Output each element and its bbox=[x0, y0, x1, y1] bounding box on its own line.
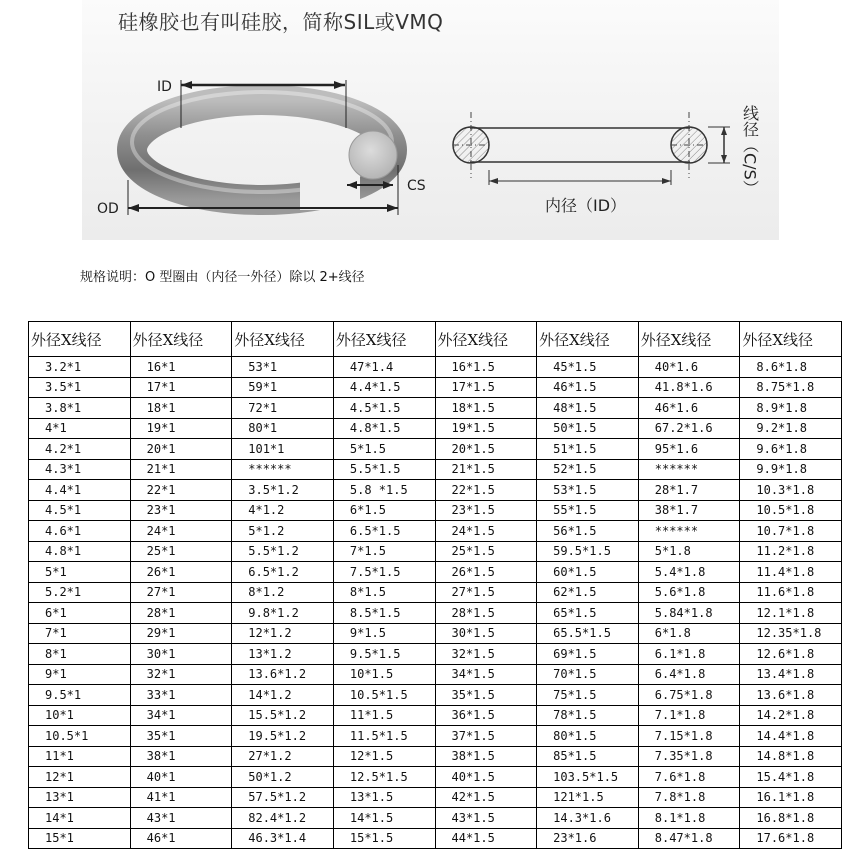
id-label: ID bbox=[157, 79, 172, 95]
table-cell: 16*1.5 bbox=[435, 357, 537, 378]
column-header: 外径X线径 bbox=[333, 322, 435, 357]
table-cell: 13.6*1.8 bbox=[740, 685, 842, 706]
table-cell: 3.5*1 bbox=[29, 377, 131, 398]
table-cell: 7.8*1.8 bbox=[638, 787, 740, 808]
table-cell: 53*1 bbox=[232, 357, 334, 378]
table-cell: 17*1 bbox=[130, 377, 232, 398]
column-header: 外径X线径 bbox=[638, 322, 740, 357]
table-row bbox=[29, 685, 842, 706]
table-cell: 12.1*1.8 bbox=[740, 603, 842, 624]
table-cell: 4.8*1 bbox=[29, 541, 131, 562]
table-cell: 13*1.5 bbox=[333, 787, 435, 808]
table-cell: 23*1.6 bbox=[537, 828, 639, 849]
column-header: 外径X线径 bbox=[740, 322, 842, 357]
table-cell: 10*1 bbox=[29, 705, 131, 726]
table-cell: 28*1.7 bbox=[638, 480, 740, 501]
table-cell: 12*1.5 bbox=[333, 746, 435, 767]
table-header-row bbox=[29, 322, 842, 357]
table-cell: 51*1.5 bbox=[537, 439, 639, 460]
table-row bbox=[29, 459, 842, 480]
table-cell: 46*1.6 bbox=[638, 398, 740, 419]
table-cell: 4.5*1 bbox=[29, 500, 131, 521]
table-row bbox=[29, 582, 842, 603]
table-cell: 47*1.4 bbox=[333, 357, 435, 378]
table-row bbox=[29, 500, 842, 521]
od-label: OD bbox=[97, 201, 119, 217]
table-cell: 5.5*1.2 bbox=[232, 541, 334, 562]
table-cell: 5*1.5 bbox=[333, 439, 435, 460]
table-cell: 7*1.5 bbox=[333, 541, 435, 562]
table-row bbox=[29, 357, 842, 378]
table-cell: 5.4*1.8 bbox=[638, 562, 740, 583]
table-cell: 5.2*1 bbox=[29, 582, 131, 603]
table-cell: 8.9*1.8 bbox=[740, 398, 842, 419]
table-cell: 38*1 bbox=[130, 746, 232, 767]
table-cell: 24*1.5 bbox=[435, 521, 537, 542]
table-cell: 72*1 bbox=[232, 398, 334, 419]
table-cell: 5.6*1.8 bbox=[638, 582, 740, 603]
table-cell: 12*1 bbox=[29, 767, 131, 788]
table-cell: 10*1.5 bbox=[333, 664, 435, 685]
table-cell: 59.5*1.5 bbox=[537, 541, 639, 562]
table-cell: 38*1.7 bbox=[638, 500, 740, 521]
column-header: 外径X线径 bbox=[435, 322, 537, 357]
hero-title: 硅橡胶也有叫硅胶，简称SIL或VMQ bbox=[118, 10, 444, 34]
table-cell: 15.5*1.2 bbox=[232, 705, 334, 726]
table-cell: 13*1 bbox=[29, 787, 131, 808]
table-cell: 10.5*1.8 bbox=[740, 500, 842, 521]
table-cell: 82.4*1.2 bbox=[232, 808, 334, 829]
table-cell: 11.4*1.8 bbox=[740, 562, 842, 583]
table-cell: 15.4*1.8 bbox=[740, 767, 842, 788]
table-cell: 46*1.5 bbox=[537, 377, 639, 398]
table-cell: 4.4*1.5 bbox=[333, 377, 435, 398]
table-cell: 27*1 bbox=[130, 582, 232, 603]
table-cell: 8*1.5 bbox=[333, 582, 435, 603]
table-cell: 4.3*1 bbox=[29, 459, 131, 480]
table-cell: 23*1.5 bbox=[435, 500, 537, 521]
table-cell: 3.2*1 bbox=[29, 357, 131, 378]
table-cell: 15*1.5 bbox=[333, 828, 435, 849]
table-cell: 10.5*1.5 bbox=[333, 685, 435, 706]
column-header: 外径X线径 bbox=[537, 322, 639, 357]
table-cell: 95*1.6 bbox=[638, 439, 740, 460]
table-cell: 70*1.5 bbox=[537, 664, 639, 685]
table-cell: 101*1 bbox=[232, 439, 334, 460]
table-cell: 6.5*1.2 bbox=[232, 562, 334, 583]
table-cell: 20*1.5 bbox=[435, 439, 537, 460]
table-cell: 12.6*1.8 bbox=[740, 644, 842, 665]
table-cell: 4*1.2 bbox=[232, 500, 334, 521]
table-cell: 22*1.5 bbox=[435, 480, 537, 501]
wire-diameter-label: 线径（C/S） bbox=[740, 105, 760, 196]
table-row bbox=[29, 562, 842, 583]
table-cell: 11*1.5 bbox=[333, 705, 435, 726]
table-cell: 9*1 bbox=[29, 664, 131, 685]
table-cell: 34*1 bbox=[130, 705, 232, 726]
table-cell: 4.8*1.5 bbox=[333, 418, 435, 439]
table-row bbox=[29, 398, 842, 419]
table-cell: 20*1 bbox=[130, 439, 232, 460]
table-cell: 85*1.5 bbox=[537, 746, 639, 767]
table-row bbox=[29, 787, 842, 808]
table-row bbox=[29, 623, 842, 644]
table-cell: 11*1 bbox=[29, 746, 131, 767]
table-cell: 11.6*1.8 bbox=[740, 582, 842, 603]
table-row bbox=[29, 439, 842, 460]
table-row bbox=[29, 644, 842, 665]
table-cell: 26*1 bbox=[130, 562, 232, 583]
table-cell: 40*1 bbox=[130, 767, 232, 788]
table-cell: 40*1.5 bbox=[435, 767, 537, 788]
table-cell: 7*1 bbox=[29, 623, 131, 644]
table-row bbox=[29, 746, 842, 767]
table-cell: 9.8*1.2 bbox=[232, 603, 334, 624]
oring-diagram bbox=[0, 0, 866, 250]
table-cell: 55*1.5 bbox=[537, 500, 639, 521]
table-cell: 43*1 bbox=[130, 808, 232, 829]
table-cell: 8*1.2 bbox=[232, 582, 334, 603]
table-cell: 78*1.5 bbox=[537, 705, 639, 726]
spec-description: 规格说明：O 型圈由（内径一外径）除以 2+线径 bbox=[80, 270, 365, 285]
table-cell: 24*1 bbox=[130, 521, 232, 542]
table-cell: 13.4*1.8 bbox=[740, 664, 842, 685]
table-cell: 5.5*1.5 bbox=[333, 459, 435, 480]
table-cell: 46*1 bbox=[130, 828, 232, 849]
table-cell: 30*1.5 bbox=[435, 623, 537, 644]
table-cell: 33*1 bbox=[130, 685, 232, 706]
table-cell: 8.47*1.8 bbox=[638, 828, 740, 849]
table-cell: 17*1.5 bbox=[435, 377, 537, 398]
table-cell: 4.6*1 bbox=[29, 521, 131, 542]
table-cell: 4.2*1 bbox=[29, 439, 131, 460]
table-cell: 16.1*1.8 bbox=[740, 787, 842, 808]
table-cell: 30*1 bbox=[130, 644, 232, 665]
table-cell: 38*1.5 bbox=[435, 746, 537, 767]
table-row bbox=[29, 480, 842, 501]
table-cell: 50*1.5 bbox=[537, 418, 639, 439]
table-cell: 40*1.6 bbox=[638, 357, 740, 378]
table-row bbox=[29, 808, 842, 829]
table-cell: 4.4*1 bbox=[29, 480, 131, 501]
table-cell: 12.35*1.8 bbox=[740, 623, 842, 644]
table-cell: 14.8*1.8 bbox=[740, 746, 842, 767]
table-cell: 7.35*1.8 bbox=[638, 746, 740, 767]
column-header: 外径X线径 bbox=[29, 322, 131, 357]
table-cell: 8.75*1.8 bbox=[740, 377, 842, 398]
table-cell: 21*1 bbox=[130, 459, 232, 480]
table-cell: 50*1.2 bbox=[232, 767, 334, 788]
table-cell: ****** bbox=[232, 459, 334, 480]
table-cell: 56*1.5 bbox=[537, 521, 639, 542]
table-cell: 7.15*1.8 bbox=[638, 726, 740, 747]
table-cell: 4.5*1.5 bbox=[333, 398, 435, 419]
table-cell: 48*1.5 bbox=[537, 398, 639, 419]
table-row bbox=[29, 541, 842, 562]
table-cell: 8.1*1.8 bbox=[638, 808, 740, 829]
table-cell: 13*1.2 bbox=[232, 644, 334, 665]
table-cell: 103.5*1.5 bbox=[537, 767, 639, 788]
table-cell: 9.2*1.8 bbox=[740, 418, 842, 439]
table-cell: 59*1 bbox=[232, 377, 334, 398]
table-cell: 67.2*1.6 bbox=[638, 418, 740, 439]
table-row bbox=[29, 418, 842, 439]
table-cell: 36*1.5 bbox=[435, 705, 537, 726]
table-cell: ****** bbox=[638, 459, 740, 480]
table-cell: 28*1.5 bbox=[435, 603, 537, 624]
table-cell: 5*1.2 bbox=[232, 521, 334, 542]
table-cell: 6*1.5 bbox=[333, 500, 435, 521]
table-cell: 22*1 bbox=[130, 480, 232, 501]
table-cell: 9*1.5 bbox=[333, 623, 435, 644]
table-cell: 26*1.5 bbox=[435, 562, 537, 583]
table-cell: 10.3*1.8 bbox=[740, 480, 842, 501]
table-cell: 10.7*1.8 bbox=[740, 521, 842, 542]
table-cell: 9.5*1.5 bbox=[333, 644, 435, 665]
table-cell: 69*1.5 bbox=[537, 644, 639, 665]
table-cell: 5.84*1.8 bbox=[638, 603, 740, 624]
table-cell: 3.5*1.2 bbox=[232, 480, 334, 501]
table-cell: 53*1.5 bbox=[537, 480, 639, 501]
table-cell: 25*1.5 bbox=[435, 541, 537, 562]
table-cell: 46.3*1.4 bbox=[232, 828, 334, 849]
table-cell: 6*1.8 bbox=[638, 623, 740, 644]
table-cell: 14*1 bbox=[29, 808, 131, 829]
table-cell: 17.6*1.8 bbox=[740, 828, 842, 849]
table-cell: 80*1 bbox=[232, 418, 334, 439]
table-cell: 14*1.2 bbox=[232, 685, 334, 706]
table-cell: 3.8*1 bbox=[29, 398, 131, 419]
table-cell: 14.4*1.8 bbox=[740, 726, 842, 747]
table-cell: 27*1.5 bbox=[435, 582, 537, 603]
table-cell: 62*1.5 bbox=[537, 582, 639, 603]
table-row bbox=[29, 767, 842, 788]
table-cell: 6*1 bbox=[29, 603, 131, 624]
table-cell: 27*1.2 bbox=[232, 746, 334, 767]
table-cell: 121*1.5 bbox=[537, 787, 639, 808]
table-cell: 14.2*1.8 bbox=[740, 705, 842, 726]
table-cell: 7.1*1.8 bbox=[638, 705, 740, 726]
table-cell: 11.2*1.8 bbox=[740, 541, 842, 562]
table-cell: 19*1 bbox=[130, 418, 232, 439]
table-cell: 11.5*1.5 bbox=[333, 726, 435, 747]
table-cell: 35*1.5 bbox=[435, 685, 537, 706]
table-cell: 16*1 bbox=[130, 357, 232, 378]
table-cell: ****** bbox=[638, 521, 740, 542]
table-cell: 6.1*1.8 bbox=[638, 644, 740, 665]
column-header: 外径X线径 bbox=[232, 322, 334, 357]
table-cell: 44*1.5 bbox=[435, 828, 537, 849]
table-cell: 28*1 bbox=[130, 603, 232, 624]
table-cell: 18*1 bbox=[130, 398, 232, 419]
table-cell: 8.6*1.8 bbox=[740, 357, 842, 378]
oring-cross-section bbox=[453, 112, 730, 185]
table-cell: 65*1.5 bbox=[537, 603, 639, 624]
table-cell: 65.5*1.5 bbox=[537, 623, 639, 644]
table-row bbox=[29, 726, 842, 747]
table-cell: 5*1.8 bbox=[638, 541, 740, 562]
table-row bbox=[29, 664, 842, 685]
table-cell: 43*1.5 bbox=[435, 808, 537, 829]
table-cell: 12*1.2 bbox=[232, 623, 334, 644]
cs-label: CS bbox=[407, 178, 426, 194]
table-cell: 14*1.5 bbox=[333, 808, 435, 829]
table-cell: 42*1.5 bbox=[435, 787, 537, 808]
table-cell: 29*1 bbox=[130, 623, 232, 644]
table-cell: 8*1 bbox=[29, 644, 131, 665]
table-cell: 6.75*1.8 bbox=[638, 685, 740, 706]
table-row bbox=[29, 603, 842, 624]
table-cell: 6.5*1.5 bbox=[333, 521, 435, 542]
table-cell: 9.5*1 bbox=[29, 685, 131, 706]
table-cell: 80*1.5 bbox=[537, 726, 639, 747]
table-cell: 19.5*1.2 bbox=[232, 726, 334, 747]
table-cell: 19*1.5 bbox=[435, 418, 537, 439]
table-cell: 21*1.5 bbox=[435, 459, 537, 480]
table-row bbox=[29, 705, 842, 726]
table-cell: 23*1 bbox=[130, 500, 232, 521]
table-cell: 9.9*1.8 bbox=[740, 459, 842, 480]
table-cell: 5.8 *1.5 bbox=[333, 480, 435, 501]
table-cell: 6.4*1.8 bbox=[638, 664, 740, 685]
table-row bbox=[29, 521, 842, 542]
table-cell: 41.8*1.6 bbox=[638, 377, 740, 398]
table-cell: 9.6*1.8 bbox=[740, 439, 842, 460]
table-cell: 7.5*1.5 bbox=[333, 562, 435, 583]
table-cell: 7.6*1.8 bbox=[638, 767, 740, 788]
table-cell: 5*1 bbox=[29, 562, 131, 583]
oring-3d-image bbox=[132, 92, 397, 210]
table-cell: 32*1 bbox=[130, 664, 232, 685]
table-cell: 15*1 bbox=[29, 828, 131, 849]
table-cell: 35*1 bbox=[130, 726, 232, 747]
table-cell: 60*1.5 bbox=[537, 562, 639, 583]
table-cell: 37*1.5 bbox=[435, 726, 537, 747]
table-cell: 14.3*1.6 bbox=[537, 808, 639, 829]
table-cell: 41*1 bbox=[130, 787, 232, 808]
table-row bbox=[29, 828, 842, 849]
table-cell: 32*1.5 bbox=[435, 644, 537, 665]
table-cell: 75*1.5 bbox=[537, 685, 639, 706]
table-cell: 34*1.5 bbox=[435, 664, 537, 685]
oring-size-table bbox=[28, 321, 842, 849]
table-row bbox=[29, 377, 842, 398]
column-header: 外径X线径 bbox=[130, 322, 232, 357]
table-cell: 12.5*1.5 bbox=[333, 767, 435, 788]
table-cell: 57.5*1.2 bbox=[232, 787, 334, 808]
table-cell: 13.6*1.2 bbox=[232, 664, 334, 685]
table-cell: 25*1 bbox=[130, 541, 232, 562]
table-cell: 10.5*1 bbox=[29, 726, 131, 747]
table-cell: 8.5*1.5 bbox=[333, 603, 435, 624]
table-cell: 52*1.5 bbox=[537, 459, 639, 480]
table-cell: 18*1.5 bbox=[435, 398, 537, 419]
table-body bbox=[29, 357, 842, 849]
table-cell: 16.8*1.8 bbox=[740, 808, 842, 829]
table-cell: 4*1 bbox=[29, 418, 131, 439]
inner-diameter-label: 内径（ID） bbox=[545, 196, 627, 215]
table-cell: 45*1.5 bbox=[537, 357, 639, 378]
